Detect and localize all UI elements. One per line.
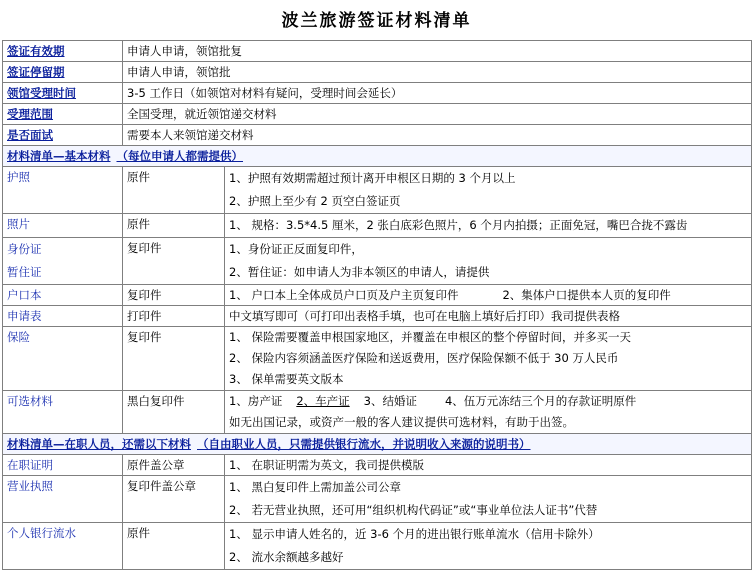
section-header-employed xyxy=(3,434,752,455)
item-type: 原件 xyxy=(123,214,225,238)
materials-table xyxy=(2,40,752,570)
row-idcard xyxy=(3,238,752,285)
detail-line xyxy=(229,391,747,412)
info-label: 领馆受理时间 xyxy=(3,83,123,104)
info-value: 3-5 工作日（如领馆对材料有疑问，受理时间会延长） xyxy=(123,83,752,104)
row-employment-proof xyxy=(3,455,752,476)
item-details xyxy=(225,391,752,434)
item-type: 原件 xyxy=(123,167,225,214)
info-row-validity xyxy=(3,41,752,62)
detail-part: 2、集体户口提供本人页的复印件 xyxy=(502,288,671,302)
section-title: 材料清单—在职人员，还需以下材料 xyxy=(7,437,191,451)
info-value: 申请人申请，领馆批复 xyxy=(123,41,752,62)
document-title: 波兰旅游签证材料清单 xyxy=(281,11,472,31)
item-label: 可选材料 xyxy=(3,391,123,434)
info-row-interview xyxy=(3,125,752,146)
optional-item: 1、房产证 xyxy=(229,394,283,408)
item-label-line: 身份证 xyxy=(7,242,42,256)
info-label: 签证有效期 xyxy=(3,41,123,62)
detail-line: 1、 显示申请人姓名的，近 3-6 个月的进出银行账单流水（信用卡除外） xyxy=(229,527,600,541)
info-row-scope xyxy=(3,104,752,125)
section-title: 材料清单—基本材料 xyxy=(7,149,111,163)
section-header-basic xyxy=(3,146,752,167)
item-type: 原件 xyxy=(123,523,225,570)
item-label: 护照 xyxy=(3,167,123,214)
item-type: 复印件 xyxy=(123,238,225,285)
item-label: 申请表 xyxy=(3,306,123,327)
item-type: 复印件盖公章 xyxy=(123,476,225,523)
item-label: 个人银行流水 xyxy=(3,523,123,570)
detail-line: 1、护照有效期需超过预计离开申根区日期的 3 个月以上 xyxy=(229,171,516,185)
item-details xyxy=(225,167,752,214)
row-passport xyxy=(3,167,752,214)
row-optional xyxy=(3,391,752,434)
info-value: 需要本人来领馆递交材料 xyxy=(123,125,752,146)
section-note: （每位申请人都需提供） xyxy=(116,149,243,163)
info-row-processing-time xyxy=(3,83,752,104)
detail-line: 如无出国记录，或资产一般的客人建议提供可选材料，有助于出签。 xyxy=(229,415,574,429)
item-type: 黑白复印件 xyxy=(123,391,225,434)
item-label-line: 暂住证 xyxy=(7,265,42,279)
info-label: 签证停留期 xyxy=(3,62,123,83)
detail-line: 2、 若无营业执照，还可用“组织机构代码证”或“事业单位法人证书”代替 xyxy=(229,503,598,517)
row-business-license xyxy=(3,476,752,523)
optional-item: 2、车产证 xyxy=(296,394,350,408)
item-details xyxy=(225,523,752,570)
item-details: 中文填写即可（可打印出表格手填，也可在电脑上填好后打印）我司提供表格 xyxy=(225,306,752,327)
detail-line: 3、 保单需要英文版本 xyxy=(229,372,344,386)
detail-line: 1、 黑白复印件上需加盖公司公章 xyxy=(229,480,401,494)
info-row-stay xyxy=(3,62,752,83)
row-hukou xyxy=(3,285,752,306)
detail-part: 1、 户口本上全体成员户口页及户主页复印件 xyxy=(229,288,459,302)
item-type: 复印件 xyxy=(123,327,225,391)
item-label: 在职证明 xyxy=(3,455,123,476)
detail-line: 1、身份证正反面复印件， xyxy=(229,242,363,256)
detail-line: 2、 保险内容须涵盖医疗保险和送返费用，医疗保险保额不低于 30 万人民币 xyxy=(229,351,619,365)
optional-item: 3、结婚证 xyxy=(363,394,417,408)
item-label xyxy=(3,238,123,285)
detail-line: 1、 规格：3.5*4.5 厘米，2 张白底彩色照片，6 个月内拍摄；正面免冠，嘴巴合拢不露齿 xyxy=(229,218,688,232)
row-insurance xyxy=(3,327,752,391)
item-details xyxy=(225,327,752,391)
info-value: 申请人申请，领馆批 xyxy=(123,62,752,83)
item-details xyxy=(225,214,752,238)
item-type: 打印件 xyxy=(123,306,225,327)
row-bank-statement xyxy=(3,523,752,570)
row-photo xyxy=(3,214,752,238)
item-type: 原件盖公章 xyxy=(123,455,225,476)
info-label: 受理范围 xyxy=(3,104,123,125)
item-label: 营业执照 xyxy=(3,476,123,523)
item-details: 1、 在职证明需为英文，我司提供模版 xyxy=(225,455,752,476)
info-label: 是否面试 xyxy=(3,125,123,146)
item-details xyxy=(225,476,752,523)
item-label: 照片 xyxy=(3,214,123,238)
detail-line: 2、暂住证：如申请人为非本领区的申请人，请提供 xyxy=(229,265,490,279)
optional-item: 4、伍万元冻结三个月的存款证明原件 xyxy=(444,394,637,408)
detail-line: 1、 保险需要覆盖申根国家地区，并覆盖在申根区的整个停留时间，并多买一天 xyxy=(229,330,631,344)
info-value: 全国受理，就近领馆递交材料 xyxy=(123,104,752,125)
detail-line: 2、 流水余额越多越好 xyxy=(229,550,344,564)
item-details xyxy=(225,238,752,285)
item-type: 复印件 xyxy=(123,285,225,306)
item-label: 户口本 xyxy=(3,285,123,306)
item-label: 保险 xyxy=(3,327,123,391)
item-details xyxy=(225,285,752,306)
section-note: （自由职业人员，只需提供银行流水，并说明收入来源的说明书） xyxy=(197,437,531,451)
detail-line: 2、护照上至少有 2 页空白签证页 xyxy=(229,194,401,208)
row-application-form xyxy=(3,306,752,327)
